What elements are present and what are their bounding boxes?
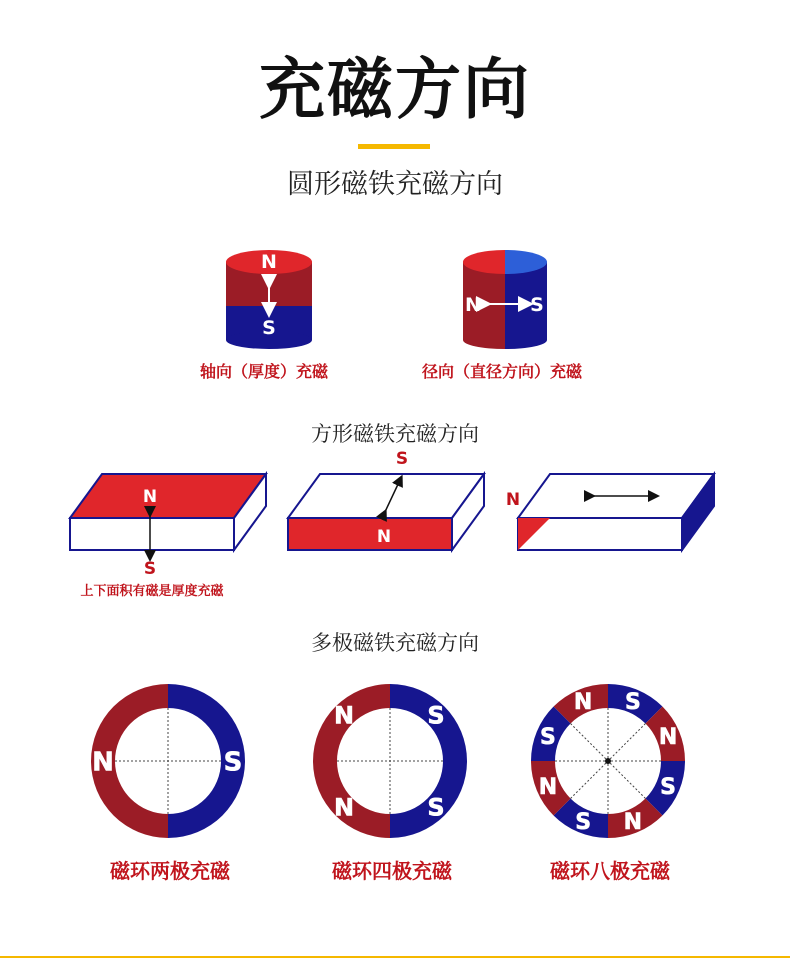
round-section-heading: 圆形磁铁充磁方向 xyxy=(287,169,503,200)
multipole-rings-diagram xyxy=(0,670,790,900)
ring-pole-label: S xyxy=(660,774,676,800)
axial-cylinder xyxy=(226,250,312,349)
ring-pole-label: S xyxy=(427,793,445,822)
ring-pole-label: S xyxy=(624,689,641,715)
ring-pole-label: N xyxy=(658,725,678,751)
ring-eight-pole xyxy=(531,684,685,838)
radial-caption: 径向（直径方向）充磁 xyxy=(421,362,583,381)
square-block-3 xyxy=(506,474,714,550)
ring-pole-label: N xyxy=(538,774,558,800)
square-section-heading: 方形磁铁充磁方向 xyxy=(311,422,479,446)
square-magnets-diagram xyxy=(0,440,790,605)
block2-pole-s: S xyxy=(395,449,409,469)
ring-pole-label: N xyxy=(623,809,643,835)
multipole-section-heading: 多极磁铁充磁方向 xyxy=(311,631,479,655)
block1-pole-s: S xyxy=(143,559,157,579)
ring8-caption: 磁环八极充磁 xyxy=(550,859,670,883)
ring-center-dot xyxy=(605,758,611,764)
ring-four-pole xyxy=(313,684,467,838)
square-block-2 xyxy=(288,449,484,550)
block2-pole-n: N xyxy=(376,527,392,547)
ring2-caption: 磁环两极充磁 xyxy=(110,859,230,883)
ring4-caption: 磁环四极充磁 xyxy=(332,859,452,883)
radial-pole-s: S xyxy=(530,294,544,316)
axial-pole-s: S xyxy=(262,317,276,339)
ring-pole-label: S xyxy=(223,747,243,778)
ring-pole-label: S xyxy=(575,809,592,835)
ring-pole-label: N xyxy=(573,689,593,715)
ring-two-pole xyxy=(91,684,245,838)
radial-cylinder xyxy=(463,250,547,349)
block1-pole-n: N xyxy=(142,487,158,507)
ring-pole-label: S xyxy=(540,725,556,751)
ring-pole-label: N xyxy=(333,701,355,730)
block1-caption: 上下面积有磁是厚度充磁 xyxy=(80,584,224,599)
round-magnets-diagram xyxy=(0,230,790,400)
page-title: 充磁方向 xyxy=(259,51,531,128)
axial-pole-n: N xyxy=(261,251,277,273)
radial-pole-n: N xyxy=(465,294,481,316)
axial-caption: 轴向（厚度）充磁 xyxy=(199,362,329,381)
ring-pole-label: N xyxy=(333,793,355,822)
title-underline xyxy=(358,144,430,149)
ring-pole-label: N xyxy=(92,747,114,778)
bottom-divider xyxy=(0,956,790,958)
ring-pole-label: S xyxy=(427,701,445,730)
square-block-1 xyxy=(70,474,266,599)
block3-pole-n: N xyxy=(505,490,521,510)
